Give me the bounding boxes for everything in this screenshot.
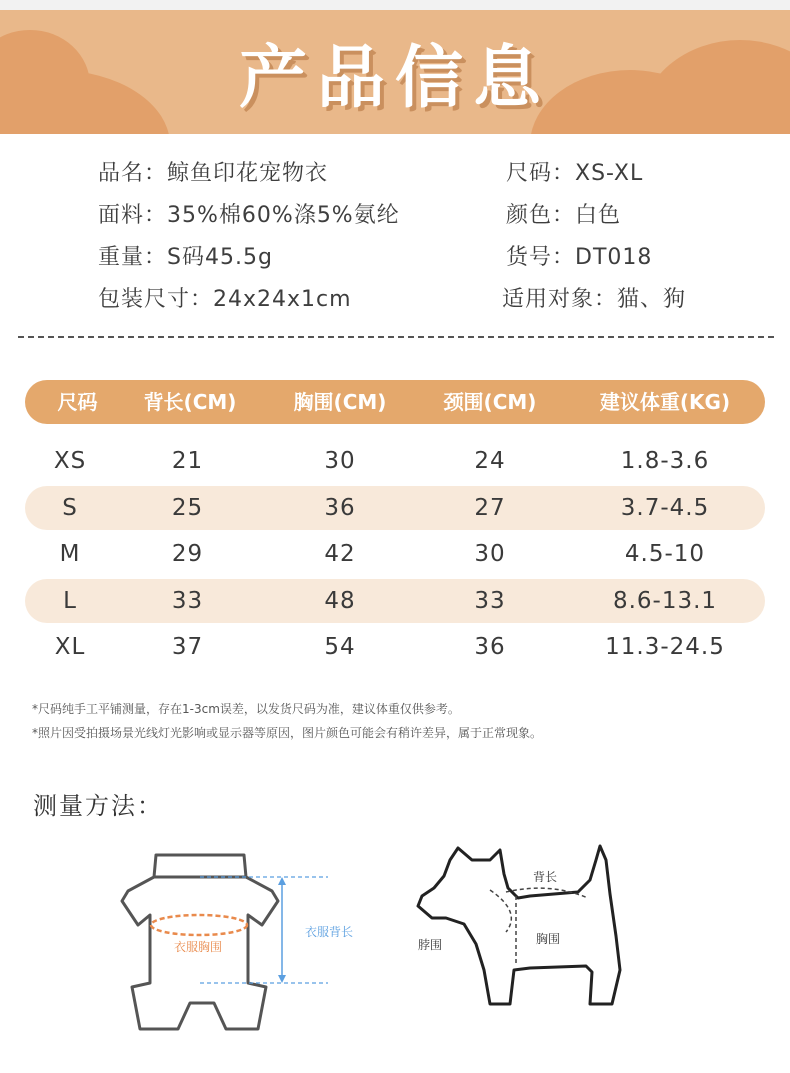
- info-sku: [506, 240, 652, 271]
- cell-neck: 36: [474, 634, 506, 660]
- table-row: [25, 625, 765, 669]
- package-value: 24x24x1cm: [213, 287, 352, 312]
- cell-neck: 33: [474, 588, 506, 614]
- dog-neck-label: 脖围: [418, 938, 443, 952]
- chest-line: [151, 915, 247, 935]
- dashed-divider: [18, 336, 774, 338]
- weight-value: S码45.5g: [167, 245, 273, 270]
- target-label: 适用对象：: [502, 287, 618, 312]
- info-size: [506, 156, 643, 187]
- weight-label: 重量：: [98, 245, 168, 270]
- cell-chest: 36: [324, 495, 356, 521]
- header-banner: [0, 10, 790, 134]
- color-value: 白色: [575, 203, 622, 228]
- cell-back-length: 37: [171, 634, 204, 660]
- size-table-header: [25, 380, 765, 424]
- cell-size: XS: [53, 448, 87, 474]
- cell-weight: 11.3-24.5: [605, 634, 725, 660]
- table-row: [25, 439, 765, 483]
- header-neck: 颈围(CM): [443, 390, 537, 414]
- cell-weight: 1.8-3.6: [620, 448, 710, 474]
- measure-title: 测量方法：: [33, 792, 163, 820]
- cell-weight: 3.7-4.5: [620, 495, 710, 521]
- header-chest: 胸围(CM): [293, 390, 387, 414]
- cell-chest: 42: [324, 541, 356, 567]
- dog-outline: [418, 846, 620, 1004]
- size-label: 尺码：: [506, 161, 576, 186]
- fabric-value: 35%棉60%涤5%氨纶: [167, 203, 400, 228]
- dog-chest-label: 胸围: [536, 932, 561, 946]
- dog-back-label: 背长: [533, 870, 558, 884]
- length-arrow-head-down: [278, 975, 286, 983]
- sku-label: 货号：: [506, 245, 576, 270]
- table-row: [25, 532, 765, 576]
- table-row: [25, 486, 765, 530]
- dog-diagram: [410, 840, 630, 1010]
- top-strip: [0, 0, 790, 10]
- size-value: XS-XL: [575, 161, 644, 186]
- cell-size: XL: [54, 634, 86, 660]
- cell-size: M: [59, 541, 81, 567]
- garment-length-label: 衣服背长: [305, 925, 354, 939]
- garment-chest-label: 衣服胸围: [174, 940, 223, 954]
- info-weight: [98, 240, 273, 271]
- cell-weight: 8.6-13.1: [612, 588, 718, 614]
- fabric-label: 面料：: [98, 203, 168, 228]
- neck-measure-line: [490, 890, 511, 932]
- note-measurement: *尺码纯手工平铺测量，存在1-3cm误差，以发货尺码为准，建议体重仅供参考。: [32, 702, 460, 716]
- package-label: 包装尺寸：: [98, 287, 214, 312]
- color-label: 颜色：: [506, 203, 576, 228]
- cell-back-length: 29: [171, 541, 204, 567]
- cell-chest: 30: [324, 448, 356, 474]
- cell-back-length: 33: [171, 588, 204, 614]
- cell-neck: 27: [474, 495, 506, 521]
- header-back-length: 背长(CM): [143, 390, 237, 414]
- info-target: [502, 282, 686, 313]
- cell-back-length: 21: [171, 448, 204, 474]
- name-label: 品名：: [98, 161, 168, 186]
- cell-neck: 24: [474, 448, 506, 474]
- cell-size: L: [63, 588, 77, 614]
- info-name: [98, 156, 328, 187]
- note-color: *照片因受拍摄场景光线灯光影响或显示器等原因，图片颜色可能会有稍许差异，属于正常现象。: [32, 726, 543, 740]
- cell-chest: 54: [324, 634, 356, 660]
- table-row: [25, 579, 765, 623]
- banner-title: 产品信息: [238, 39, 551, 118]
- sku-value: DT018: [575, 245, 653, 270]
- cell-size: S: [62, 495, 78, 521]
- info-package: [98, 282, 352, 313]
- cell-back-length: 25: [171, 495, 204, 521]
- length-arrow-head-up: [278, 877, 286, 885]
- cell-weight: 4.5-10: [624, 541, 706, 567]
- target-value: 猫、狗: [617, 287, 687, 312]
- cell-neck: 30: [474, 541, 506, 567]
- garment-diagram: [110, 845, 370, 1040]
- name-value: 鲸鱼印花宠物衣: [167, 161, 329, 186]
- header-size: 尺码: [57, 390, 98, 414]
- cell-chest: 48: [324, 588, 356, 614]
- info-fabric: [98, 198, 400, 229]
- info-color: [506, 198, 621, 229]
- header-weight: 建议体重(KG): [599, 390, 731, 414]
